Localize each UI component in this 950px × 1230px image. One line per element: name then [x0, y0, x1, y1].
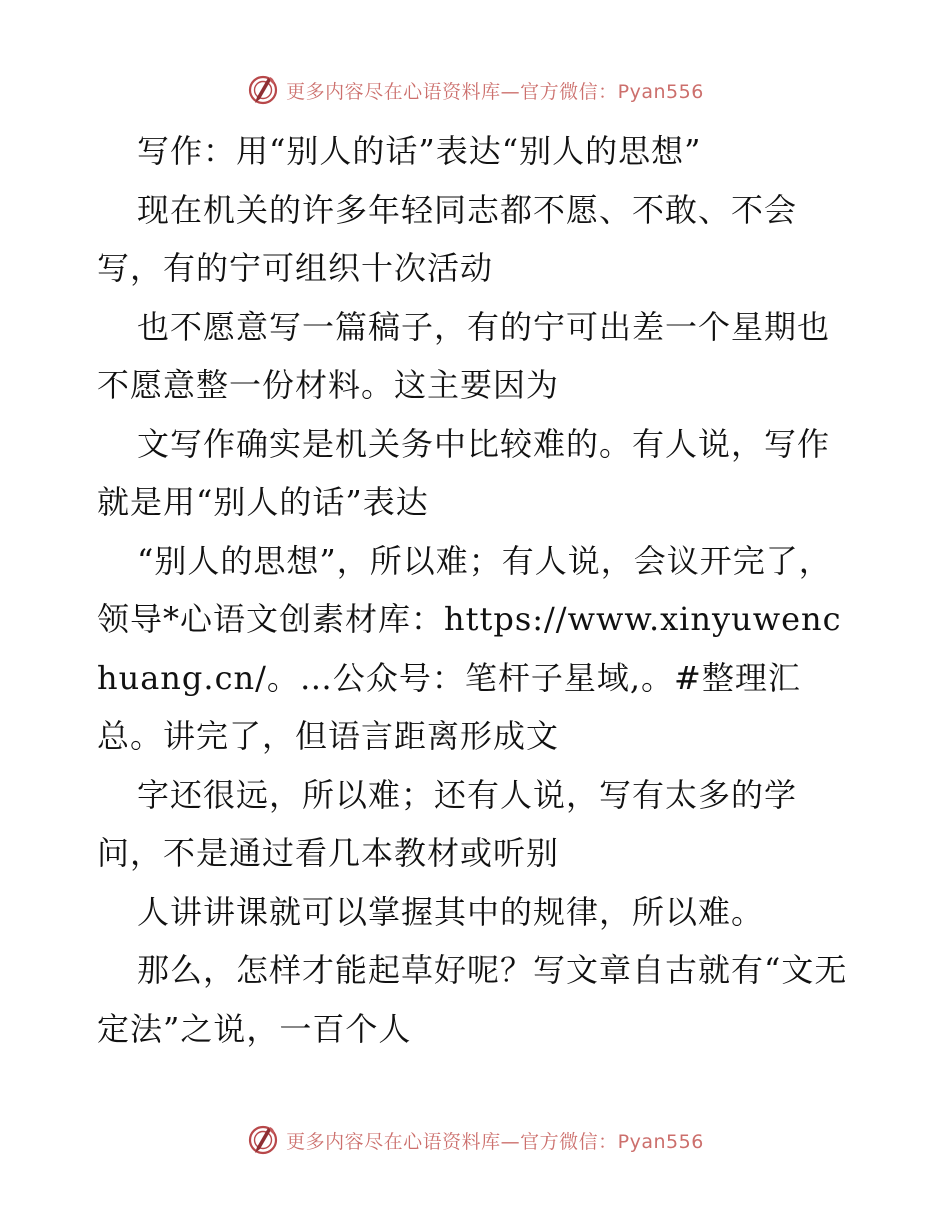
footer-banner-text: 更多内容尽在心语资料库—官方微信：Pyan556 [286, 1130, 704, 1153]
footer-banner [0, 1120, 950, 1160]
header-banner-text: 更多内容尽在心语资料库—官方微信：Pyan556 [286, 80, 704, 103]
paragraph: 也不愿意写一篇稿子，有的宁可出差一个星期也不愿意整一份材料。这主要因为 [97, 307, 831, 404]
paragraph: 人讲讲课就可以掌握其中的规律，所以难。 [137, 892, 765, 931]
quill-seal-icon [246, 73, 280, 107]
document-body [97, 122, 857, 1058]
paragraph: 写作：用“别人的话”表达“别人的思想” [137, 132, 702, 170]
paragraph: 字还很远，所以难；还有人说，写有太多的学问，不是通过看几本教材或听别 [97, 775, 798, 872]
paragraph: 现在机关的许多年轻同志都不愿、不敢、不会写，有的宁可组织十次活动 [97, 190, 798, 287]
header-banner [0, 70, 950, 110]
paragraph: 那么，怎样才能起草好呢？写文章自古就有“文无定法”之说，一百个人 [97, 951, 848, 1048]
paragraph: 文写作确实是机关务中比较难的。有人说，写作就是用“别人的话”表达 [97, 424, 831, 521]
quill-seal-icon [246, 1123, 280, 1157]
paragraph: “别人的思想”，所以难；有人说，会议开完了，领导*心语文创素材库：https://www.xinyuwenchuang.cn/。…公众号：笔杆子星域,。#整理汇总。讲完了，但语言距离形成文 [97, 541, 842, 755]
